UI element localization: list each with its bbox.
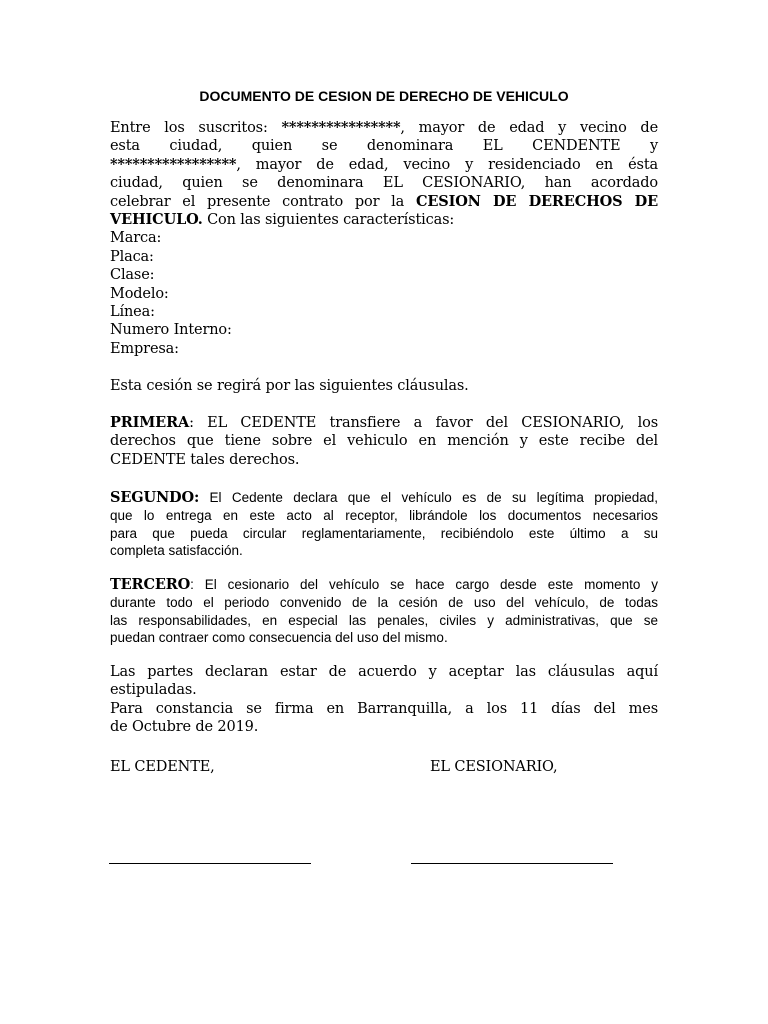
cedente-name-placeholder: ****************	[281, 119, 401, 136]
segundo-line-3: para que pueda circular reglamentariamente, recibiéndolo este último a su	[110, 525, 658, 541]
clause-label: TERCERO	[110, 576, 191, 593]
intro-line-6	[110, 211, 658, 229]
contract-name-bold: CESION DE DERECHOS DE	[415, 192, 658, 210]
clause-text: : El cesionario del vehículo se hace cargo desde este momento y	[190, 577, 658, 592]
field-empresa: Empresa:	[110, 340, 179, 357]
intro-text: celebrar el presente contrato por la	[110, 193, 416, 210]
closing-paragraph	[110, 663, 658, 737]
field-linea: Línea:	[110, 304, 155, 321]
signature-line-cesionario	[411, 863, 613, 864]
clause-label: SEGUNDO:	[110, 489, 200, 506]
primera-line-3: CEDENTE tales derechos.	[110, 451, 300, 468]
intro-text: Con las siguientes características:	[202, 212, 455, 229]
intro-paragraph	[110, 119, 658, 358]
clause-segundo	[110, 489, 658, 560]
intro-line-2: esta ciudad, quien se denominara EL CENDENTE y	[110, 138, 658, 155]
clause-text: El Cedente declara que el vehículo es de su legítima propiedad,	[199, 490, 658, 505]
field-numero-interno: Numero Interno:	[110, 322, 232, 339]
contract-name-bold: VEHICULO.	[110, 211, 203, 229]
intro-line-4: ciudad, quien se denominara EL CESIONARIO, han acordado	[110, 175, 658, 192]
intro-line-5	[110, 193, 658, 211]
intro-line-3	[110, 156, 658, 174]
clause-tercero	[110, 576, 658, 647]
intro-text: , mayor de edad y vecino de	[400, 120, 658, 136]
primera-line-2: derechos que tiene sobre el vehiculo en mención y este recibe del	[110, 433, 658, 450]
clause-text: : EL CEDENTE transfiere a favor del CESIONARIO, los	[189, 415, 658, 431]
segundo-line-4: completa satisfacción.	[110, 543, 243, 559]
signature-label-cedente: EL CEDENTE,	[110, 759, 215, 775]
closing-line-1: Las partes declaran estar de acuerdo y aceptar las cláusulas aquí	[110, 664, 658, 680]
intro-text: , mayor de edad, vecino y residenciado en ésta	[236, 156, 658, 173]
field-clase: Clase:	[110, 267, 155, 284]
closing-line-2: estipuladas.	[110, 682, 197, 699]
closing-line-3: Para constancia se firma en Barranquilla, a los 11 días del mes	[110, 700, 658, 717]
document-title: DOCUMENTO DE CESION DE DERECHO DE VEHICULO	[199, 88, 569, 104]
field-modelo: Modelo:	[110, 285, 169, 302]
primera-line-1	[110, 414, 658, 432]
segundo-line-1	[110, 489, 658, 507]
tercero-line-3: las responsabilidades, en especial las penales, civiles y administrativas, que se	[110, 612, 658, 628]
tercero-line-2: durante todo el periodo convenido de la cesión de uso del vehículo, de todas	[110, 595, 658, 611]
tercero-line-4: puedan contraer como consecuencia del uso del mismo.	[110, 630, 448, 646]
clauses-intro: Esta cesión se regirá por las siguientes cláusulas.	[110, 378, 469, 394]
closing-line-4: de Octubre de 2019.	[110, 719, 259, 736]
intro-line-1	[110, 119, 658, 137]
cesionario-name-placeholder: *****************	[110, 155, 237, 173]
signature-line-cedente	[109, 863, 311, 864]
intro-text: Entre los suscritos:	[110, 120, 282, 136]
clause-label: PRIMERA	[110, 414, 190, 431]
tercero-line-1	[110, 576, 658, 594]
clause-primera	[110, 414, 658, 469]
signature-label-cesionario: EL CESIONARIO,	[430, 759, 558, 775]
segundo-line-2: que lo entrega en este acto al receptor, librándole los documentos necesarios	[110, 508, 658, 524]
field-placa: Placa:	[110, 248, 154, 265]
field-marca: Marca:	[110, 230, 162, 247]
